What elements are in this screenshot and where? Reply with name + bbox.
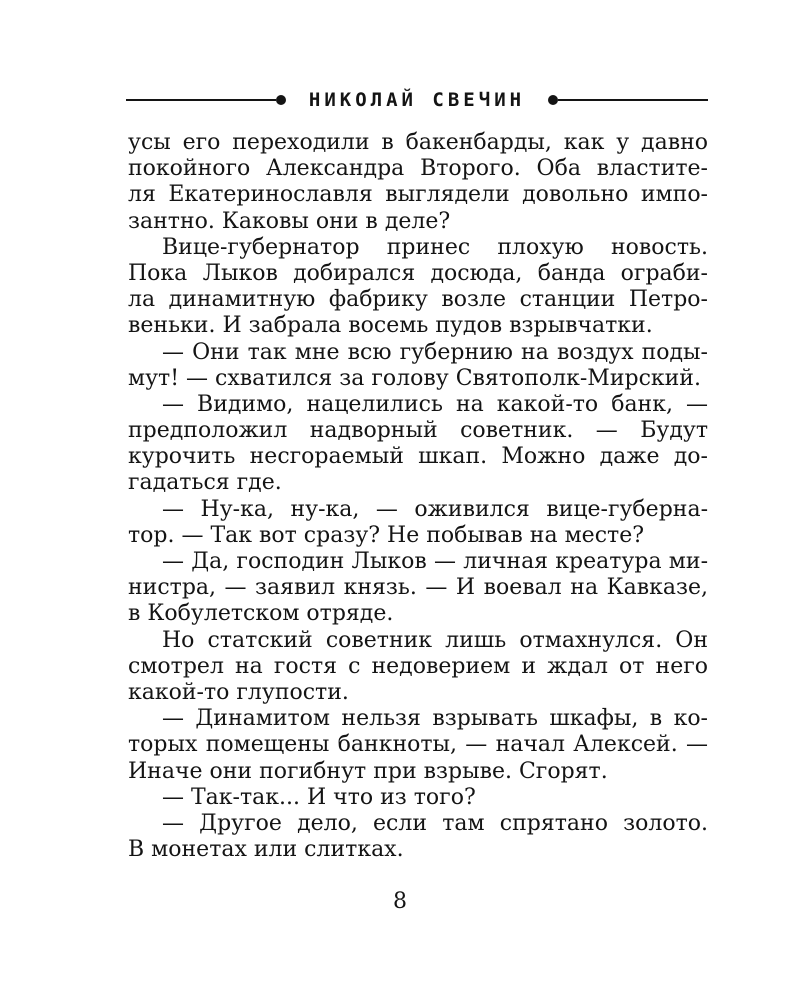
header-rule-right [558, 99, 708, 101]
text-line: Но статский советник лишь отмахнулся. Он [162, 627, 708, 653]
body-text [128, 130, 708, 863]
text-line: торых помещены банкноты, — начал Алексей. — [128, 732, 708, 758]
running-header [126, 86, 708, 114]
text-line: — Да, господин Лыков — личная креатура ми- [162, 549, 708, 574]
text-line: В монетах или слитках. [128, 837, 404, 863]
text-line: нистра, — заявил князь. — И воевал на Кавказе, [128, 575, 708, 601]
text-line: гадаться где. [128, 470, 282, 496]
text-line: в Кобулетском отряде. [128, 601, 394, 627]
text-line: — Так-так... И что из того? [162, 784, 476, 810]
text-line: Пока Лыков добирался досюда, банда ограби- [128, 260, 708, 286]
text-line: курочить несгораемый шкап. Можно даже до- [128, 444, 708, 470]
text-line: ла динамитную фабрику возле станции Петро- [128, 287, 708, 313]
text-line: — Ну-ка, ну-ка, — оживился вице-губерна- [162, 496, 708, 522]
text-line: — Динамитом нельзя взрывать шкафы, в ко- [162, 706, 708, 732]
page-number: 8 [393, 889, 407, 914]
header-author-name: НИКОЛАЙ СВЕЧИН [308, 89, 526, 111]
text-line: ля Екатеринославля выглядели довольно импо- [128, 182, 708, 208]
text-line: Вице-губернатор принес плохую новость. [162, 234, 708, 260]
text-line: какой-то глупости. [128, 679, 349, 705]
header-dot-left [276, 95, 286, 105]
text-line: Иначе они погибнут при взрыве. Сгорят. [128, 758, 608, 784]
text-line: предположил надворный советник. — Будут [128, 418, 708, 444]
text-line: — Они так мне всю губернию на воздух поды- [162, 339, 708, 365]
header-dot-right [548, 95, 558, 105]
text-line: смотрел на гостя с недоверием и ждал от него [128, 653, 708, 679]
header-rule-left [126, 99, 276, 101]
text-line: веньки. И забрала восемь пудов взрывчатки. [128, 313, 653, 339]
text-line: покойного Александра Второго. Оба властите- [128, 156, 708, 182]
text-line: усы его переходили в бакенбарды, как у давно [128, 130, 708, 155]
text-line: мут! — схватился за голову Святополк-Мирский. [128, 365, 701, 391]
text-line: тор. — Так вот сразу? Не побывав на месте? [128, 522, 645, 548]
text-line: зантно. Каковы они в деле? [128, 208, 451, 234]
text-line: — Видимо, нацелились на какой-то банк, — [162, 391, 708, 417]
text-line: — Другое дело, если там спрятано золото. [162, 810, 708, 836]
